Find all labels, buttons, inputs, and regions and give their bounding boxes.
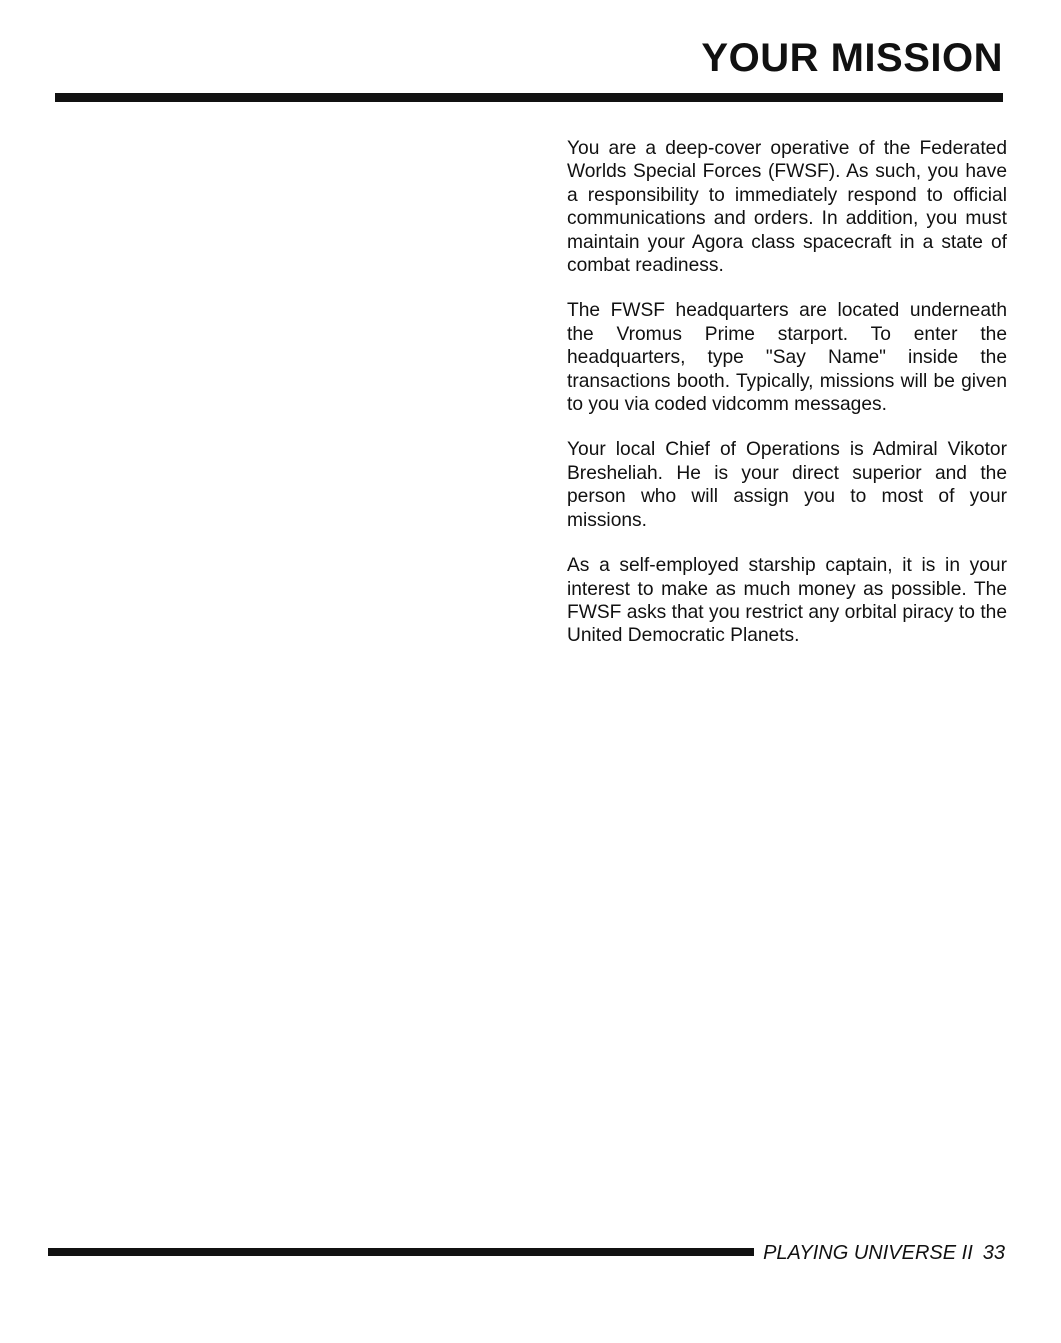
page-title: YOUR MISSION (701, 36, 1003, 80)
body-column (567, 137, 1007, 670)
paragraph-headquarters: The FWSF headquarters are located underneath the Vromus Prime starport. To enter the headquarters, type "Say Name" inside the transactions booth. Typically, missions will be given to you via coded vidcomm messages. (567, 300, 1007, 416)
paragraph-chief-of-operations: Your local Chief of Operations is Admiral Vikotor Bresheliah. He is your direct superior and the person who will assign you to most of your missions. (567, 439, 1007, 531)
paragraph-operative: You are a deep-cover operative of the Federated Worlds Special Forces (FWSF). As such, you have a responsibility to immediately respond to official communications and orders. In addition, you must maintain your Agora class spacecraft in a state of combat readiness. (567, 138, 1007, 277)
page-footer (763, 1243, 1005, 1263)
footer-section-title: PLAYING UNIVERSE II (763, 1242, 973, 1264)
header-rule (55, 93, 1003, 102)
paragraph-starship-captain: As a self-employed starship captain, it is in your interest to make as much money as possible. The FWSF asks that you restrict any orbital piracy to the United Democratic Planets. (567, 555, 1007, 647)
footer-rule (48, 1248, 754, 1256)
page-number: 33 (982, 1242, 1005, 1264)
